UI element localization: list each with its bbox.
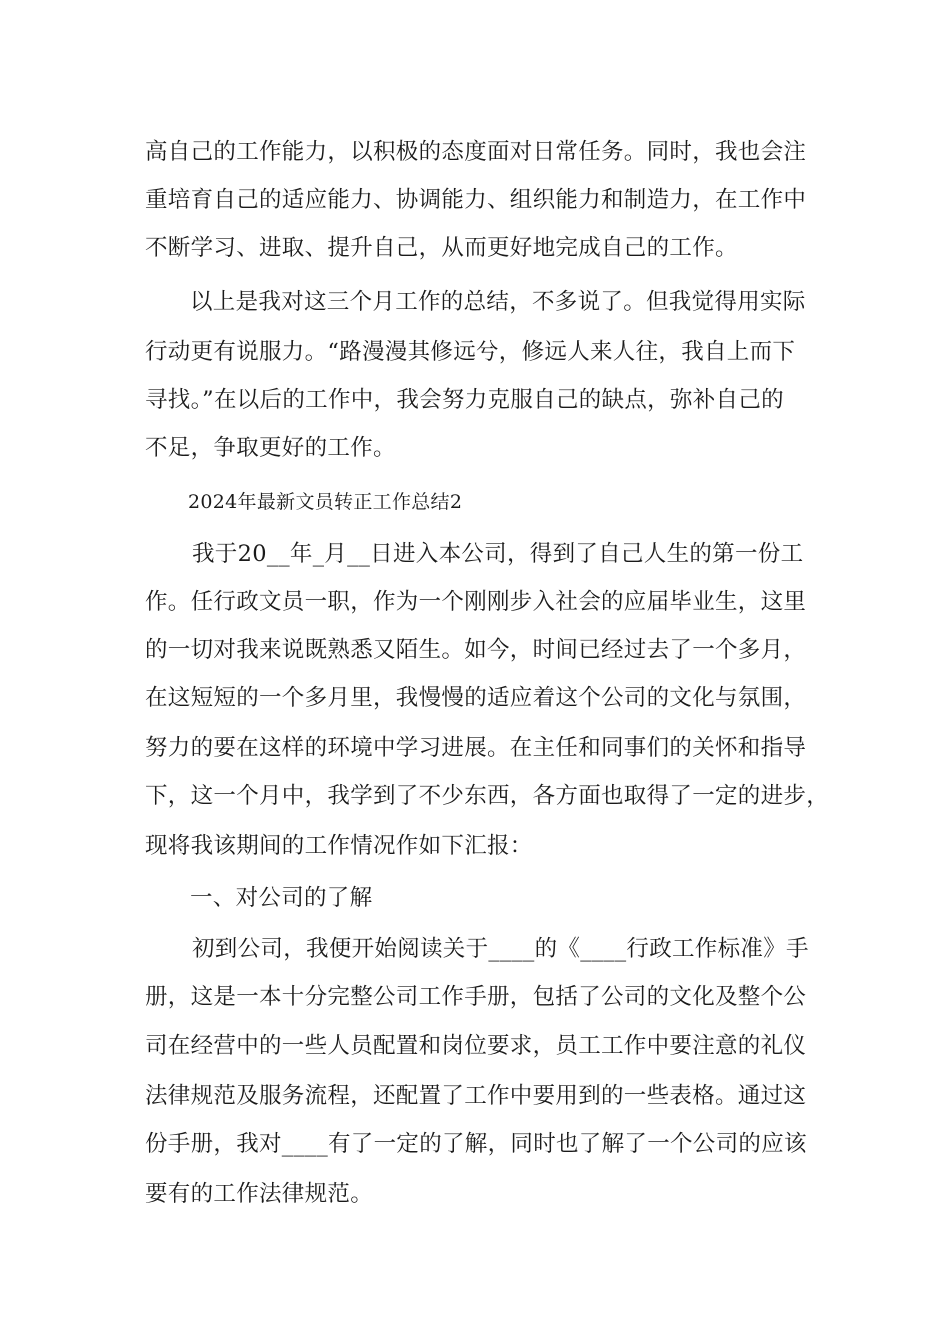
text-line: 的一切对我来说既熟悉又陌生。如今，时间已经过去了一个多月， bbox=[145, 637, 807, 663]
text-line: 现将我该期间的工作情况作如下汇报： bbox=[145, 833, 533, 859]
text-line: 行动更有说服力。“路漫漫其修远兮，修远人来人往，我自上而下 bbox=[145, 339, 796, 365]
text-line: 份手册，我对____有了一定的了解，同时也了解了一个公司的应该 bbox=[145, 1131, 807, 1157]
text-line: 作。任行政文员一职，作为一个刚刚步入社会的应届毕业生，这里 bbox=[145, 589, 807, 615]
text-line: 重培育自己的适应能力、协调能力、组织能力和制造力，在工作中 bbox=[145, 187, 807, 213]
subsection-heading: 一、对公司的了解 bbox=[190, 885, 373, 911]
paragraph-first-line: 以上是我对这三个月工作的总结，不多说了。但我觉得用实际 bbox=[190, 289, 806, 315]
text-line: 不断学习、进取、提升自己，从而更好地完成自己的工作。 bbox=[145, 235, 738, 261]
text-line: 在这短短的一个多月里，我慢慢的适应着这个公司的文化与氛围， bbox=[145, 685, 807, 711]
text-line: 寻找。”在以后的工作中，我会努力克服自己的缺点，弥补自己的 bbox=[145, 387, 784, 413]
text-line: 努力的要在这样的环境中学习进展。在主任和同事们的关怀和指导 bbox=[145, 735, 807, 761]
text-line: 法律规范及服务流程，还配置了工作中要用到的一些表格。通过这 bbox=[145, 1083, 807, 1109]
paragraph-first-line: 初到公司，我便开始阅读关于____的《____行政工作标准》手 bbox=[192, 936, 809, 962]
paragraph-first-line: 我于20__年_月__日进入本公司，得到了自己人生的第一份工 bbox=[192, 541, 804, 567]
text-line: 下，这一个月中，我学到了不少东西，各方面也取得了一定的进步， bbox=[145, 783, 830, 809]
section-heading: 2024年最新文员转正工作总结2 bbox=[188, 491, 463, 513]
text-line: 册，这是一本十分完整公司工作手册，包括了公司的文化及整个公 bbox=[145, 984, 807, 1010]
text-line: 要有的工作法律规范。 bbox=[145, 1181, 374, 1207]
text-line: 司在经营中的一些人员配置和岗位要求，员工工作中要注意的礼仪 bbox=[145, 1033, 807, 1059]
text-line: 不足，争取更好的工作。 bbox=[145, 435, 396, 461]
text-line: 高自己的工作能力，以积极的态度面对日常任务。同时，我也会注 bbox=[145, 139, 807, 165]
